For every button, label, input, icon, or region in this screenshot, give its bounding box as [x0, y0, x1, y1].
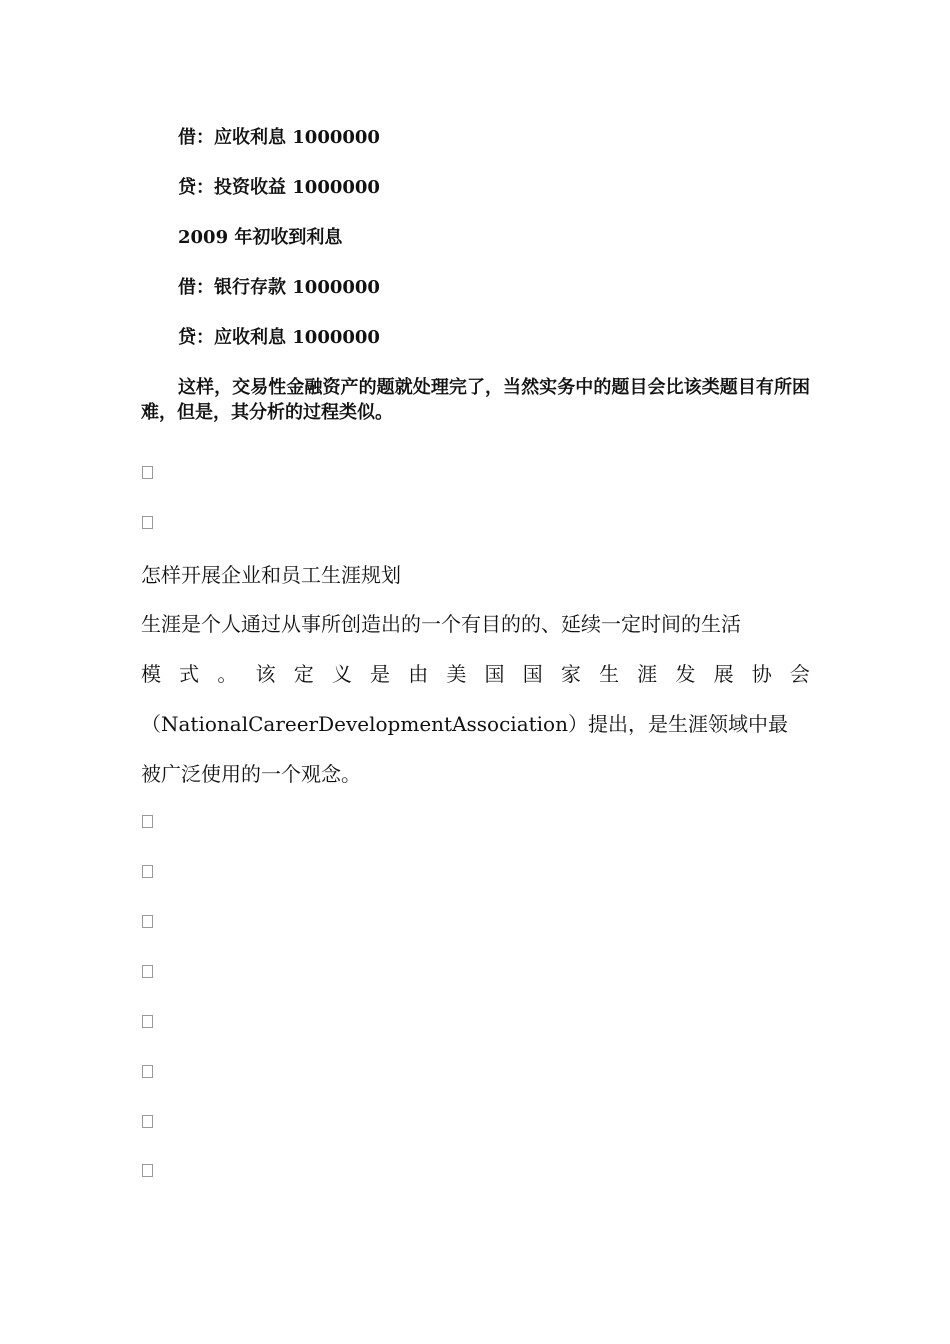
placeholder-box-icon — [142, 1164, 153, 1177]
article-char: 。 — [217, 662, 238, 686]
placeholder-box-icon — [142, 1015, 153, 1028]
article-char: 该 — [255, 662, 276, 686]
placeholder-box-icon — [142, 815, 153, 828]
article-char: 是 — [370, 662, 391, 686]
article-char: 模 — [141, 662, 161, 686]
placeholder-box-icon — [142, 516, 153, 529]
summary-paragraph: 这样，交易性金融资产的题就处理完了，当然实务中的题目会比该类题目有所困难，但是，其分析的过程类似。 — [141, 377, 810, 423]
placeholder-box-icon — [142, 865, 153, 878]
article-line-2 — [141, 660, 810, 688]
journal-entry-credit-income: 贷：投资收益 1000000 — [178, 177, 380, 198]
journal-entry-heading: 2009 年初收到利息 — [178, 227, 343, 248]
article-char: 涯 — [637, 662, 658, 686]
article-char: 由 — [408, 662, 429, 686]
article-char: 国 — [522, 662, 543, 686]
placeholder-box-icon — [142, 965, 153, 978]
journal-entry-debit-interest: 借：应收利息 1000000 — [178, 127, 380, 148]
article-char: 展 — [713, 662, 734, 686]
placeholder-box-icon — [142, 1115, 153, 1128]
article-line-3: （NationalCareerDevelopmentAssociation）提出，是生涯领域中最 — [141, 712, 788, 736]
article-char: 家 — [560, 662, 581, 686]
journal-entry-credit-interest: 贷：应收利息 1000000 — [178, 327, 380, 348]
article-char: 生 — [599, 662, 620, 686]
placeholder-box-icon — [142, 915, 153, 928]
placeholder-box-icon — [142, 466, 153, 479]
article-char: 美 — [446, 662, 467, 686]
article-char: 协 — [751, 662, 772, 686]
journal-entry-debit-bank: 借：银行存款 1000000 — [178, 277, 380, 298]
article-char: 国 — [484, 662, 505, 686]
article-line-1: 生涯是个人通过从事所创造出的一个有目的的、延续一定时间的生活 — [141, 612, 741, 636]
article-char: 式 — [179, 662, 200, 686]
article-char: 定 — [293, 662, 314, 686]
article-title: 怎样开展企业和员工生涯规划 — [141, 563, 401, 587]
placeholder-box-icon — [142, 1065, 153, 1078]
article-char: 发 — [675, 662, 696, 686]
article-char: 会 — [789, 662, 810, 686]
article-line-4: 被广泛使用的一个观念。 — [141, 762, 361, 786]
article-char: 义 — [331, 662, 352, 686]
